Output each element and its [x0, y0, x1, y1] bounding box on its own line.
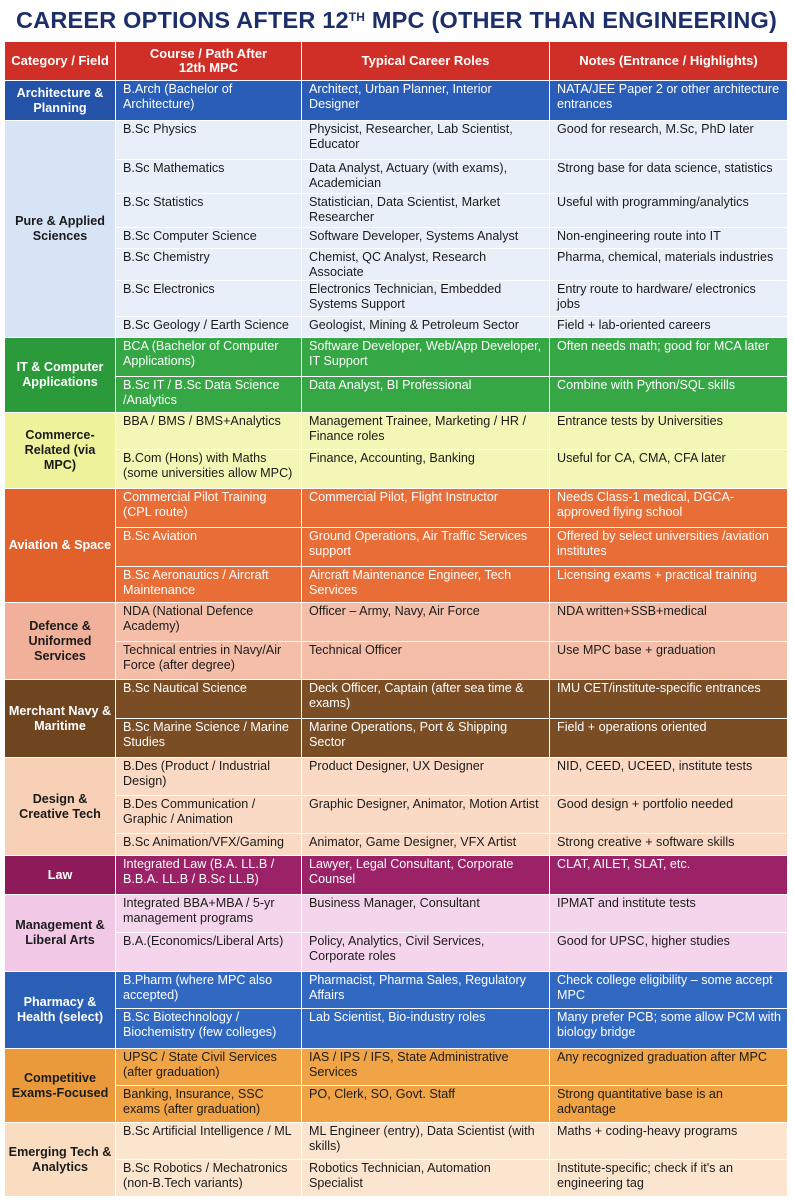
course-cell: B.Sc Physics: [116, 121, 302, 160]
table-row: [5, 121, 788, 160]
course-cell: B.Sc Robotics / Mechatronics (non-B.Tech variants): [116, 1160, 302, 1197]
roles-cell: Geologist, Mining & Petroleum Sector: [302, 317, 550, 338]
category-cell: Architecture & Planning: [5, 81, 116, 121]
roles-cell: Chemist, QC Analyst, Research Associate: [302, 249, 550, 281]
table-row: [5, 642, 788, 680]
course-cell: B.Sc Geology / Earth Science: [116, 317, 302, 338]
roles-cell: Aircraft Maintenance Engineer, Tech Services: [302, 567, 550, 603]
roles-cell: ML Engineer (entry), Data Scientist (with skills): [302, 1123, 550, 1160]
course-cell: B.Sc Aviation: [116, 528, 302, 567]
table-row: [5, 377, 788, 413]
roles-cell: Graphic Designer, Animator, Motion Artist: [302, 796, 550, 834]
category-cell: Aviation & Space: [5, 489, 116, 603]
notes-cell: Pharma, chemical, materials industries: [550, 249, 788, 281]
notes-cell: Entrance tests by Universities: [550, 413, 788, 450]
notes-cell: Maths + coding-heavy programs: [550, 1123, 788, 1160]
table-row: [5, 450, 788, 489]
notes-cell: Use MPC base + graduation: [550, 642, 788, 680]
course-cell: B.Des (Product / Industrial Design): [116, 758, 302, 796]
roles-cell: Officer – Army, Navy, Air Force: [302, 603, 550, 642]
category-cell: Competitive Exams-Focused: [5, 1049, 116, 1123]
career-options-table: [4, 41, 788, 1197]
notes-cell: Check college eligibility – some accept MPC: [550, 972, 788, 1009]
table-row: [5, 972, 788, 1009]
table-row: [5, 160, 788, 194]
table-row: [5, 528, 788, 567]
category-cell: Law: [5, 856, 116, 895]
table-row: [5, 796, 788, 834]
category-cell: Design & Creative Tech: [5, 758, 116, 856]
header-category: Category / Field: [5, 42, 116, 81]
category-cell: Defence & Uniformed Services: [5, 603, 116, 680]
roles-cell: Management Trainee, Marketing / HR / Finance roles: [302, 413, 550, 450]
notes-cell: Many prefer PCB; some allow PCM with biology bridge: [550, 1009, 788, 1049]
table-row: [5, 834, 788, 856]
roles-cell: Lab Scientist, Bio-industry roles: [302, 1009, 550, 1049]
roles-cell: Architect, Urban Planner, Interior Designer: [302, 81, 550, 121]
roles-cell: Technical Officer: [302, 642, 550, 680]
table-row: [5, 281, 788, 317]
header-roles: Typical Career Roles: [302, 42, 550, 81]
table-row: [5, 680, 788, 719]
course-cell: B.Des Communication / Graphic / Animation: [116, 796, 302, 834]
notes-cell: NDA written+SSB+medical: [550, 603, 788, 642]
header-course: Course / Path After 12th MPC: [116, 42, 302, 81]
notes-cell: Strong base for data science, statistics: [550, 160, 788, 194]
table-row: [5, 194, 788, 228]
table-row: [5, 338, 788, 377]
roles-cell: Software Developer, Web/App Developer, IT Support: [302, 338, 550, 377]
notes-cell: Licensing exams + practical training: [550, 567, 788, 603]
notes-cell: IPMAT and institute tests: [550, 895, 788, 933]
table-row: [5, 489, 788, 528]
course-cell: B.A.(Economics/Liberal Arts): [116, 933, 302, 972]
roles-cell: Marine Operations, Port & Shipping Sector: [302, 719, 550, 758]
course-cell: Commercial Pilot Training (CPL route): [116, 489, 302, 528]
table-row: [5, 719, 788, 758]
table-row: [5, 758, 788, 796]
title-superscript: TH: [348, 9, 366, 24]
roles-cell: Robotics Technician, Automation Specialist: [302, 1160, 550, 1197]
course-cell: B.Com (Hons) with Maths (some universities allow MPC): [116, 450, 302, 489]
table-row: [5, 856, 788, 895]
title-main: CAREER OPTIONS AFTER 12: [15, 7, 349, 33]
table-body: [5, 81, 788, 1197]
notes-cell: Good for UPSC, higher studies: [550, 933, 788, 972]
roles-cell: Product Designer, UX Designer: [302, 758, 550, 796]
course-cell: B.Sc Artificial Intelligence / ML: [116, 1123, 302, 1160]
category-cell: Management & Liberal Arts: [5, 895, 116, 972]
course-cell: B.Sc Nautical Science: [116, 680, 302, 719]
notes-cell: Needs Class-1 medical, DGCA-approved flying school: [550, 489, 788, 528]
notes-cell: Strong creative + software skills: [550, 834, 788, 856]
roles-cell: Commercial Pilot, Flight Instructor: [302, 489, 550, 528]
notes-cell: Non-engineering route into IT: [550, 228, 788, 249]
table-row: [5, 81, 788, 121]
roles-cell: Data Analyst, Actuary (with exams), Academician: [302, 160, 550, 194]
roles-cell: PO, Clerk, SO, Govt. Staff: [302, 1086, 550, 1123]
table-row: [5, 933, 788, 972]
notes-cell: IMU CET/institute-specific entrances: [550, 680, 788, 719]
roles-cell: Electronics Technician, Embedded Systems Support: [302, 281, 550, 317]
notes-cell: CLAT, AILET, SLAT, etc.: [550, 856, 788, 895]
course-cell: B.Sc Electronics: [116, 281, 302, 317]
course-cell: B.Sc Animation/VFX/Gaming: [116, 834, 302, 856]
course-cell: B.Sc Computer Science: [116, 228, 302, 249]
notes-cell: Good for research, M.Sc, PhD later: [550, 121, 788, 160]
roles-cell: Ground Operations, Air Traffic Services support: [302, 528, 550, 567]
header-notes: Notes (Entrance / Highlights): [550, 42, 788, 81]
table-row: [5, 228, 788, 249]
course-cell: BBA / BMS / BMS+Analytics: [116, 413, 302, 450]
table-row: [5, 1086, 788, 1123]
notes-cell: Field + operations oriented: [550, 719, 788, 758]
table-row: [5, 249, 788, 281]
table-row: [5, 413, 788, 450]
notes-cell: Often needs math; good for MCA later: [550, 338, 788, 377]
category-cell: Pharmacy & Health (select): [5, 972, 116, 1049]
notes-cell: NATA/JEE Paper 2 or other architecture entrances: [550, 81, 788, 121]
course-cell: B.Sc Chemistry: [116, 249, 302, 281]
title-rest: MPC (OTHER THAN ENGINEERING): [365, 7, 778, 33]
table-row: [5, 895, 788, 933]
category-cell: Emerging Tech & Analytics: [5, 1123, 116, 1197]
table-row: [5, 603, 788, 642]
roles-cell: Policy, Analytics, Civil Services, Corporate roles: [302, 933, 550, 972]
roles-cell: Deck Officer, Captain (after sea time & exams): [302, 680, 550, 719]
category-cell: IT & Computer Applications: [5, 338, 116, 413]
notes-cell: Useful for CA, CMA, CFA later: [550, 450, 788, 489]
course-cell: B.Arch (Bachelor of Architecture): [116, 81, 302, 121]
category-cell: Commerce-Related (via MPC): [5, 413, 116, 489]
roles-cell: Business Manager, Consultant: [302, 895, 550, 933]
notes-cell: Combine with Python/SQL skills: [550, 377, 788, 413]
roles-cell: Animator, Game Designer, VFX Artist: [302, 834, 550, 856]
category-cell: Merchant Navy & Maritime: [5, 680, 116, 758]
course-cell: B.Sc Aeronautics / Aircraft Maintenance: [116, 567, 302, 603]
table-row: [5, 1160, 788, 1197]
notes-cell: Institute-specific; check if it's an engineering tag: [550, 1160, 788, 1197]
course-cell: B.Sc IT / B.Sc Data Science /Analytics: [116, 377, 302, 413]
table-row: [5, 567, 788, 603]
course-cell: B.Sc Marine Science / Marine Studies: [116, 719, 302, 758]
roles-cell: Software Developer, Systems Analyst: [302, 228, 550, 249]
table-row: [5, 1123, 788, 1160]
course-cell: BCA (Bachelor of Computer Applications): [116, 338, 302, 377]
roles-cell: IAS / IPS / IFS, State Administrative Services: [302, 1049, 550, 1086]
course-cell: Integrated Law (B.A. LL.B / B.B.A. LL.B / B.Sc LL.B): [116, 856, 302, 895]
notes-cell: Entry route to hardware/ electronics jobs: [550, 281, 788, 317]
roles-cell: Physicist, Researcher, Lab Scientist, Educator: [302, 121, 550, 160]
course-cell: B.Pharm (where MPC also accepted): [116, 972, 302, 1009]
notes-cell: Offered by select universities /aviation institutes: [550, 528, 788, 567]
notes-cell: Good design + portfolio needed: [550, 796, 788, 834]
course-cell: B.Sc Mathematics: [116, 160, 302, 194]
roles-cell: Statistician, Data Scientist, Market Researcher: [302, 194, 550, 228]
course-cell: NDA (National Defence Academy): [116, 603, 302, 642]
notes-cell: Strong quantitative base is an advantage: [550, 1086, 788, 1123]
roles-cell: Data Analyst, BI Professional: [302, 377, 550, 413]
course-cell: B.Sc Biotechnology / Biochemistry (few colleges): [116, 1009, 302, 1049]
table-row: [5, 1009, 788, 1049]
course-cell: B.Sc Statistics: [116, 194, 302, 228]
page-title: [0, 0, 793, 41]
notes-cell: Field + lab-oriented careers: [550, 317, 788, 338]
category-cell: Pure & Applied Sciences: [5, 121, 116, 338]
course-cell: Technical entries in Navy/Air Force (after degree): [116, 642, 302, 680]
roles-cell: Lawyer, Legal Consultant, Corporate Counsel: [302, 856, 550, 895]
course-cell: Banking, Insurance, SSC exams (after graduation): [116, 1086, 302, 1123]
course-cell: Integrated BBA+MBA / 5-yr management programs: [116, 895, 302, 933]
header-row: [5, 42, 788, 81]
notes-cell: NID, CEED, UCEED, institute tests: [550, 758, 788, 796]
notes-cell: Any recognized graduation after MPC: [550, 1049, 788, 1086]
table-row: [5, 1049, 788, 1086]
notes-cell: Useful with programming/analytics: [550, 194, 788, 228]
roles-cell: Pharmacist, Pharma Sales, Regulatory Affairs: [302, 972, 550, 1009]
table-row: [5, 317, 788, 338]
roles-cell: Finance, Accounting, Banking: [302, 450, 550, 489]
course-cell: UPSC / State Civil Services (after graduation): [116, 1049, 302, 1086]
